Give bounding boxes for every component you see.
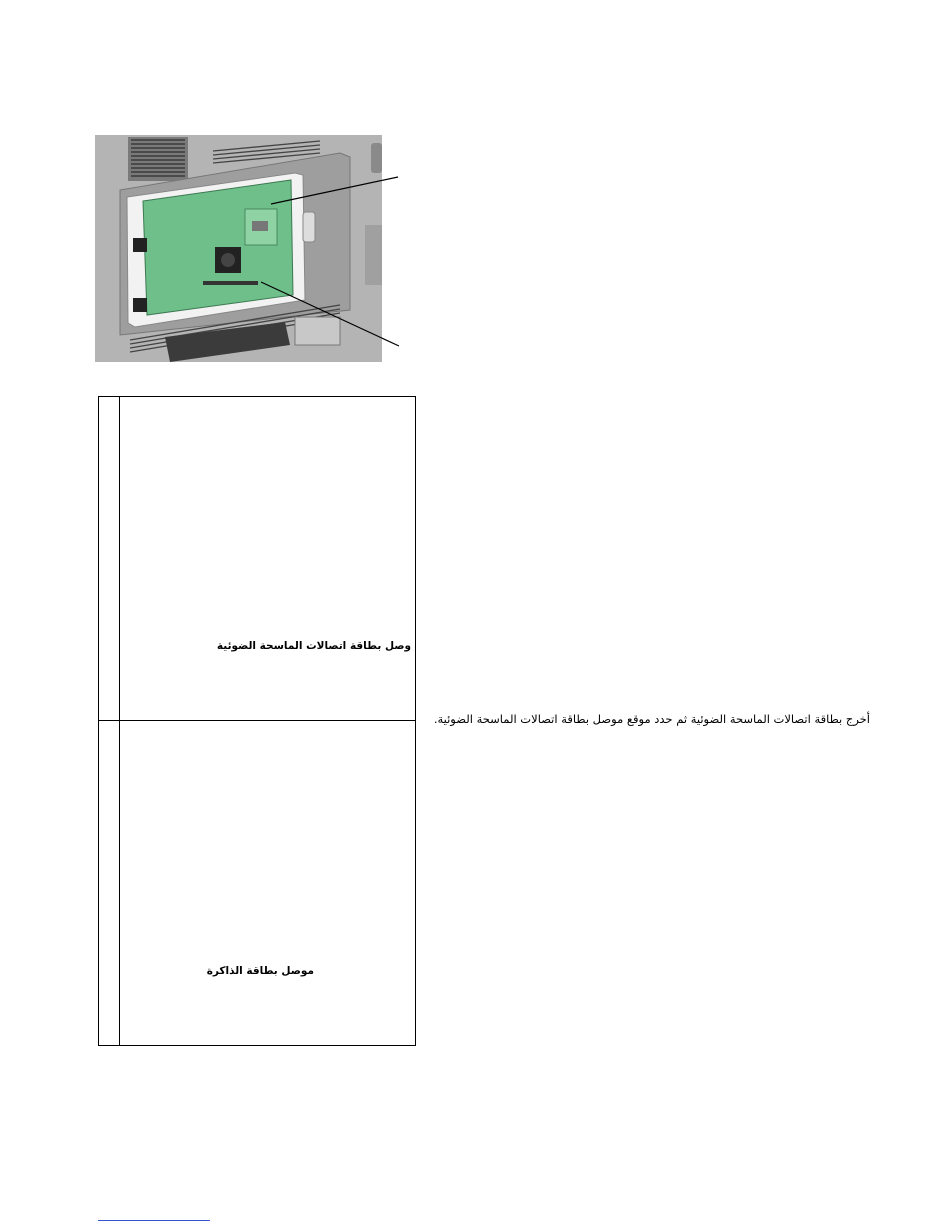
legend-label: موصل بطاقة الذاكرة [206, 965, 314, 977]
callout-legend-table [98, 396, 416, 1046]
system-board-illustration [95, 135, 382, 362]
instruction-text: أخرج بطاقة اتصالات الماسحة الضوئية ثم حدد موقع موصل بطاقة اتصالات الماسحة الضوئية. [433, 712, 870, 726]
legend-number-column-divider [119, 397, 120, 720]
legend-label: وصل بطاقة اتصالات الماسحة الضوئية [216, 640, 411, 652]
printer-system-board-icon [95, 135, 382, 362]
legend-row [99, 721, 415, 1045]
footnote-separator [98, 1220, 210, 1221]
legend-number-column-divider [119, 721, 120, 1045]
legend-row [99, 397, 415, 721]
